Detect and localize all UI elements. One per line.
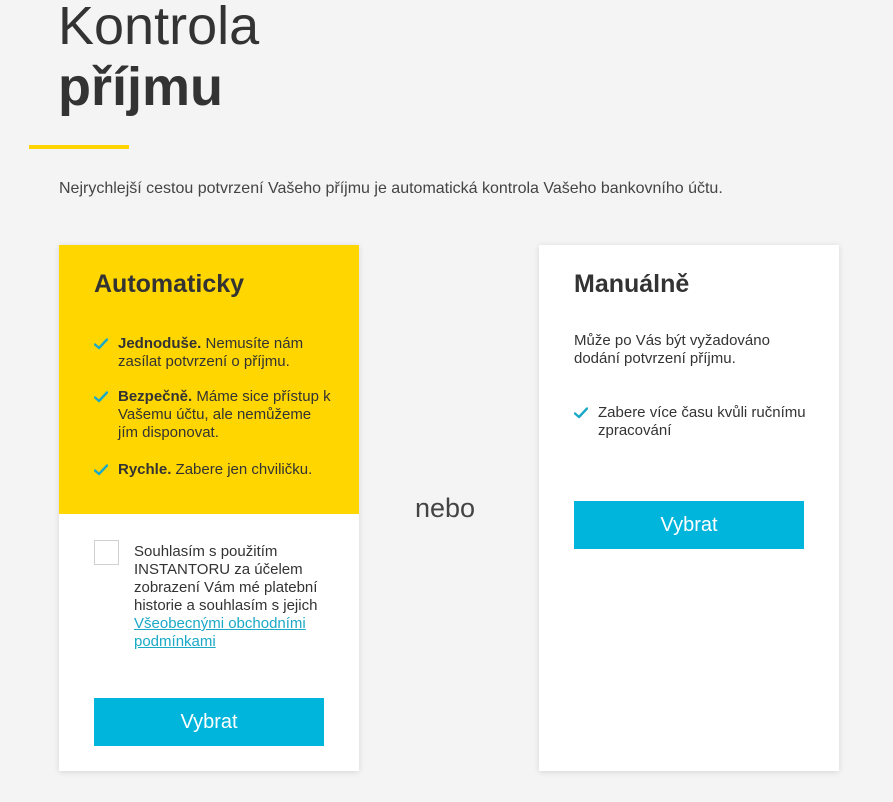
intro-text: Nejrychlejší cestou potvrzení Vašeho příjmu je automatická kontrola Vašeho bankovního účtu. [59, 180, 723, 197]
page-title-line1: Kontrola [58, 0, 260, 56]
manual-option-card [539, 245, 839, 771]
feature-bold-label: Bezpečně. [118, 388, 193, 405]
consent-label-text: Souhlasím s použitím INSTANTORU za účelem zobrazení Vám mé platební historie a souhlasím s jejich [134, 543, 318, 614]
manual-feature-slow [574, 404, 814, 440]
automatic-option-card [59, 245, 359, 771]
feature-text: Zabere jen chviličku. [171, 461, 313, 478]
feature-text: Zabere více času kvůli ručnímu zpracování [598, 404, 806, 439]
checkmark-icon [574, 407, 588, 419]
checkmark-icon [94, 338, 108, 350]
checkmark-icon [94, 391, 108, 403]
feature-text: Máme sice přístup k Vašemu účtu, ale nemůžeme jím disponovat. [118, 388, 331, 441]
feature-text: Nemusíte nám zasílat potvrzení o příjmu. [118, 335, 304, 370]
page-title-line2: příjmu [58, 57, 224, 117]
manual-heading: Manuálně [574, 270, 690, 298]
consent-checkbox[interactable] [94, 540, 119, 565]
checkmark-icon [94, 464, 108, 476]
manual-description: Může po Vás být vyžadováno dodání potvrzení příjmu. [574, 332, 770, 367]
or-separator: nebo [415, 493, 476, 523]
feature-bold-label: Rychle. [118, 461, 172, 478]
automatic-feature-secure [94, 388, 334, 442]
automatic-feature-simple [94, 335, 334, 371]
select-automatic-button[interactable]: Vybrat [94, 698, 324, 746]
automatic-feature-fast [94, 461, 334, 479]
feature-bold-label: Jednoduše. [118, 335, 202, 352]
automatic-heading: Automaticky [94, 270, 245, 298]
title-underline [29, 145, 129, 149]
terms-link[interactable]: Všeobecnými obchodními podmínkami [134, 615, 306, 650]
automatic-card-header [59, 245, 359, 514]
consent-label [134, 543, 334, 651]
select-manual-button[interactable]: Vybrat [574, 501, 804, 549]
